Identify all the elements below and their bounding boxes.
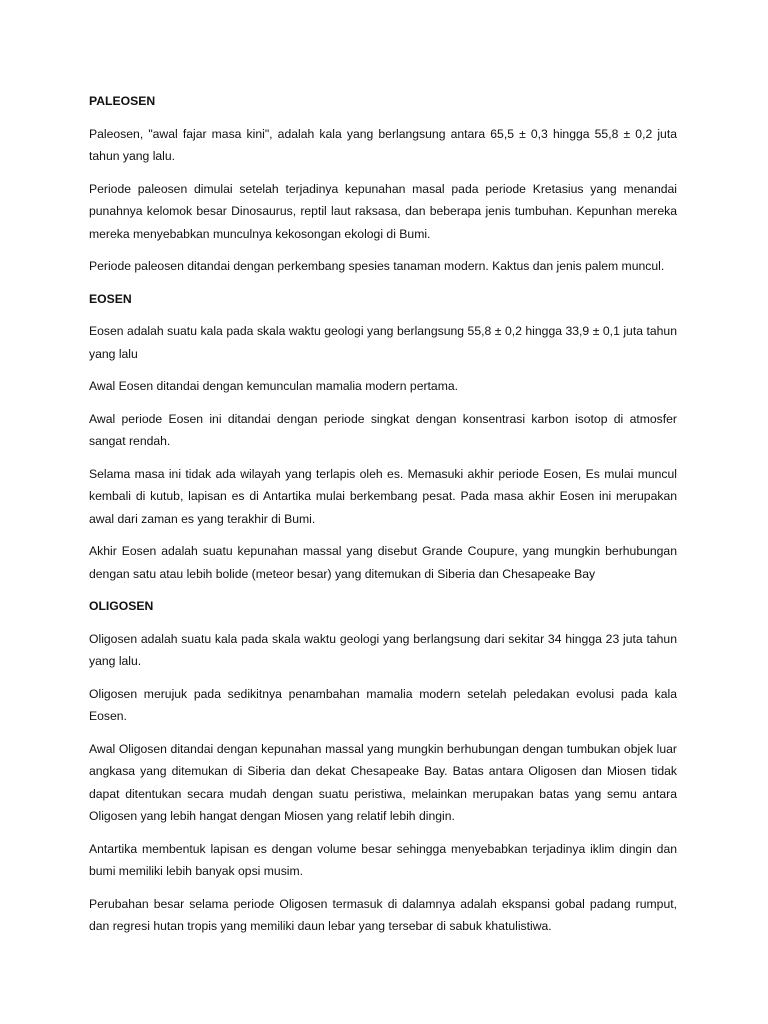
paragraph: Awal periode Eosen ini ditandai dengan periode singkat dengan konsentrasi karbon isotop di atmosfer sangat rendah. — [89, 411, 677, 448]
paragraph: Paleosen, "awal fajar masa kini", adalah kala yang berlangsung antara 65,5 ± 0,3 hingga 55,8 ± 0,2 juta tahun yang lalu. — [89, 126, 677, 163]
section-heading: EOSEN — [89, 291, 132, 306]
paragraph: Eosen adalah suatu kala pada skala waktu geologi yang berlangsung 55,8 ± 0,2 hingga 33,9 ± 0,1 juta tahun yang lalu — [89, 324, 677, 361]
paragraph: Awal Eosen ditandai dengan kemunculan mamalia modern pertama. — [89, 379, 459, 393]
paragraph: Oligosen merujuk pada sedikitnya penambahan mamalia modern setelah peledakan evolusi pada kala Eosen. — [89, 686, 677, 723]
section-heading: OLIGOSEN — [89, 599, 154, 613]
paragraph: Antartika membentuk lapisan es dengan volume besar sehingga menyebabkan terjadinya iklim dingin dan bumi memiliki lebih banyak opsi musim. — [89, 841, 677, 878]
paragraph: Akhir Eosen adalah suatu kepunahan massal yang disebut Grande Coupure, yang mungkin berhubungan dengan satu atau lebih bolide (meteor besar) yang ditemukan di Siberia dan Chesapeake Bay — [89, 544, 677, 581]
paragraph: Awal Oligosen ditandai dengan kepunahan massal yang mungkin berhubungan dengan tumbukan objek luar angkasa yang ditemukan di Siberia dan dekat Chesapeake Bay. Batas antara Oligosen dan Miosen tidak dapat ditentukan secara mudah dengan suatu peristiwa, melainkan merupakan batas yang semu antara Oligosen yang lebih hangat dengan Miosen yang relatif lebih dingin. — [89, 741, 677, 823]
section-eosen — [89, 288, 677, 586]
paragraph: Periode paleosen ditandai dengan perkembang spesies tanaman modern. Kaktus dan jenis palem muncul. — [89, 259, 665, 273]
paragraph: Periode paleosen dimulai setelah terjadinya kepunahan masal pada periode Kretasius yang menandai punahnya kelomok besar Dinosaurus, reptil laut raksasa, dan beberapa jenis tumbuhan. Kepunhan mereka mereka menyebabkan munculnya kekosongan ekologi di Bumi. — [89, 181, 677, 241]
paragraph: Selama masa ini tidak ada wilayah yang terlapis oleh es. Memasuki akhir periode Eosen, Es mulai muncul kembali di kutub, lapisan es di Antartika mulai berkembang pesat. Pada masa akhir Eosen ini merupakan awal dari zaman es yang terakhir di Bumi. — [89, 466, 677, 526]
paragraph: Oligosen adalah suatu kala pada skala waktu geologi yang berlangsung dari sekitar 34 hingga 23 juta tahun yang lalu. — [89, 631, 677, 668]
paragraph: Perubahan besar selama periode Oligosen termasuk di dalamnya adalah ekspansi gobal padang rumput, dan regresi hutan tropis yang memiliki daun lebar yang tersebar di sabuk khatulistiwa. — [89, 896, 677, 933]
section-oligosen — [89, 595, 677, 938]
section-heading: PALEOSEN — [89, 94, 156, 108]
section-paleosen — [89, 90, 677, 278]
document-page — [89, 90, 677, 948]
